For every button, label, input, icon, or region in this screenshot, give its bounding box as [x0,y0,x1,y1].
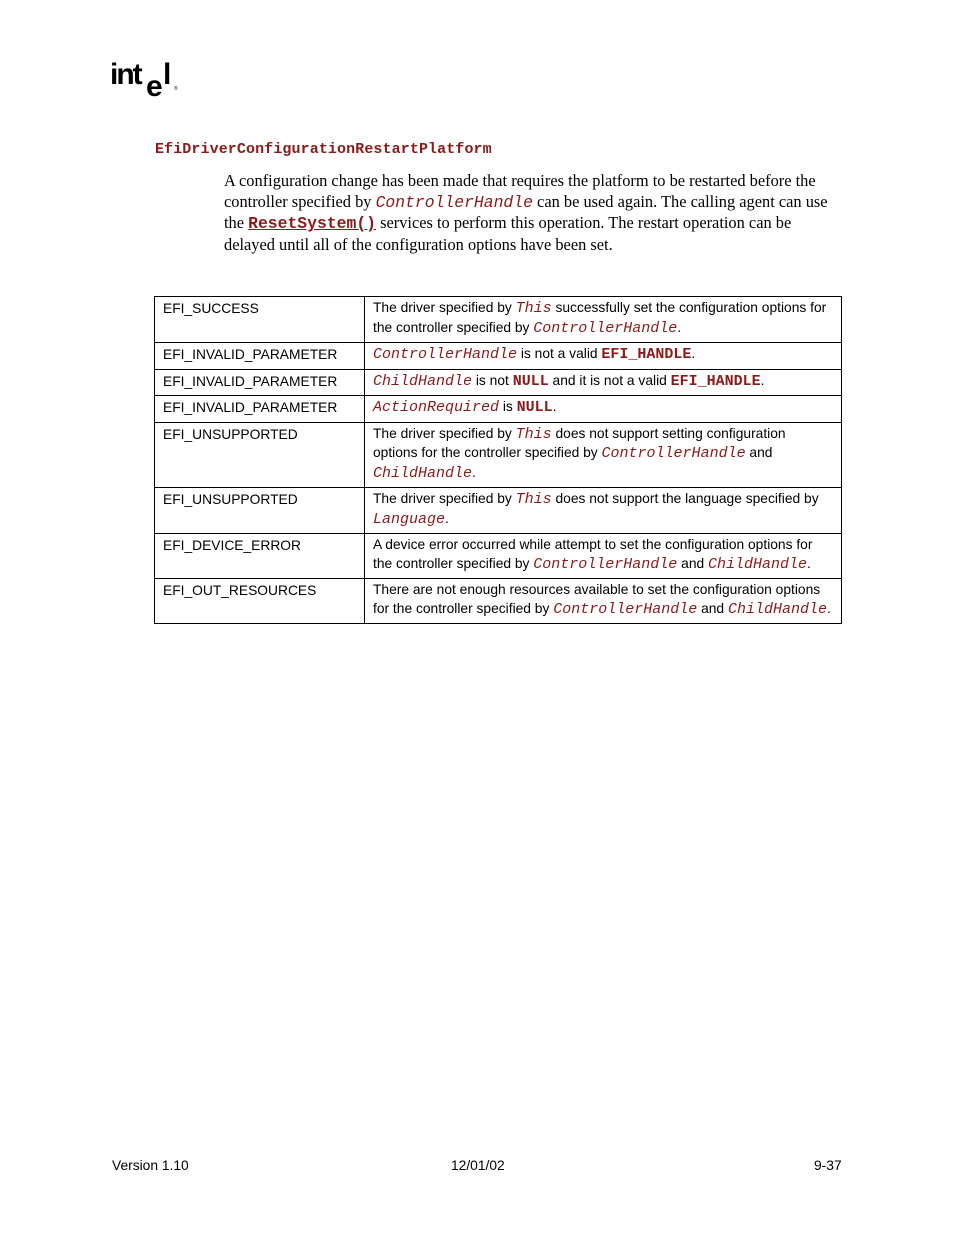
parameter-name: This [515,491,552,508]
description-paragraph [224,171,836,255]
table-row [155,297,842,343]
description-text: does not support setting configuration options for the controller specified by [373,425,786,460]
param-controller-handle: ControllerHandle [375,192,533,212]
description-text: . [552,399,557,414]
intel-logo [110,58,190,102]
table-row [155,343,842,370]
description-text: . [445,510,449,526]
status-code-cell: EFI_OUT_RESOURCES [155,579,365,624]
status-codes-table [154,296,842,624]
description-text: and [745,445,773,460]
parameter-name: ChildHandle [708,555,808,573]
parameter-name: ActionRequired [373,399,500,416]
reset-system-link[interactable]: ResetSystem() [248,214,376,234]
svg-text:e: e [146,70,161,102]
constant-name: NULL [516,399,553,416]
status-code-cell: EFI_INVALID_PARAMETER [155,369,365,396]
parameter-name: ControllerHandle [601,445,746,462]
status-code-cell: EFI_SUCCESS [155,297,365,343]
table-row [155,579,842,624]
footer-date: 12/01/02 [451,1158,505,1173]
parameter-name: This [515,300,552,317]
table-row [155,422,842,488]
parameter-name: ControllerHandle [533,555,678,573]
table-row [155,488,842,534]
description-text: successfully set the configuration options for the controller specified by [373,300,827,335]
status-code-cell: EFI_DEVICE_ERROR [155,534,365,579]
footer-page-number: 9-37 [814,1158,842,1173]
table-row [155,534,842,579]
description-text: and [677,555,708,571]
status-description-cell [365,422,842,488]
footer-version: Version 1.10 [112,1158,189,1173]
description-text: . [691,346,696,361]
description-text: . [677,319,682,335]
description-text: and [697,600,728,616]
status-code-cell: EFI_UNSUPPORTED [155,422,365,488]
svg-text:®: ® [174,86,178,92]
parameter-name: ControllerHandle [373,346,518,363]
description-text: . [826,600,831,616]
parameter-name: ChildHandle [373,464,473,482]
status-code-cell: EFI_INVALID_PARAMETER [155,343,365,370]
svg-text:int: int [110,58,141,91]
description-text: There are not enough resources available to set the configuration options for the controller specified by [373,582,821,616]
description-text: A device error occurred while attempt to set the configuration options for the controller specified by [373,537,813,571]
constant-name: EFI_HANDLE [601,346,692,363]
description-text: and it is not a valid [548,372,671,388]
table-row [155,369,842,396]
description-text: is [499,399,517,414]
status-description-cell [365,579,842,624]
parameter-name: This [515,425,552,443]
status-description-cell [365,534,842,579]
description-text: The driver specified by [373,425,516,441]
description-text: is not [472,372,513,388]
table-row [155,396,842,423]
status-description-cell [365,369,842,396]
constant-name: EFI_HANDLE [670,372,761,390]
status-code-cell: EFI_INVALID_PARAMETER [155,396,365,423]
description-text: does not support the language specified by [551,491,819,506]
constant-name: NULL [512,372,549,390]
description-text: The driver specified by [373,300,516,315]
paragraph-text: services to perform this operation. The restart operation can be delayed until all of the configuration options have been set. [224,213,792,254]
status-description-cell [365,343,842,370]
description-text: . [760,372,765,388]
paragraph-text: can be used again. The calling agent can use the [224,191,828,233]
description-text: The driver specified by [373,491,516,506]
status-description-cell [365,488,842,534]
section-title: EfiDriverConfigurationRestartPlatform [155,141,492,158]
parameter-name: ControllerHandle [533,319,678,337]
description-text: . [807,555,811,571]
status-description-cell [365,297,842,343]
status-description-cell [365,396,842,423]
parameter-name: Language [373,510,446,528]
paragraph-text: A configuration change has been made that requires the platform to be restarted before the controller specified by [224,171,816,211]
description-text: is not a valid [517,346,602,361]
svg-text:l: l [163,58,172,91]
description-text: . [472,464,476,480]
status-code-cell: EFI_UNSUPPORTED [155,488,365,534]
parameter-name: ChildHandle [727,600,827,618]
parameter-name: ChildHandle [373,372,473,390]
parameter-name: ControllerHandle [553,600,698,618]
